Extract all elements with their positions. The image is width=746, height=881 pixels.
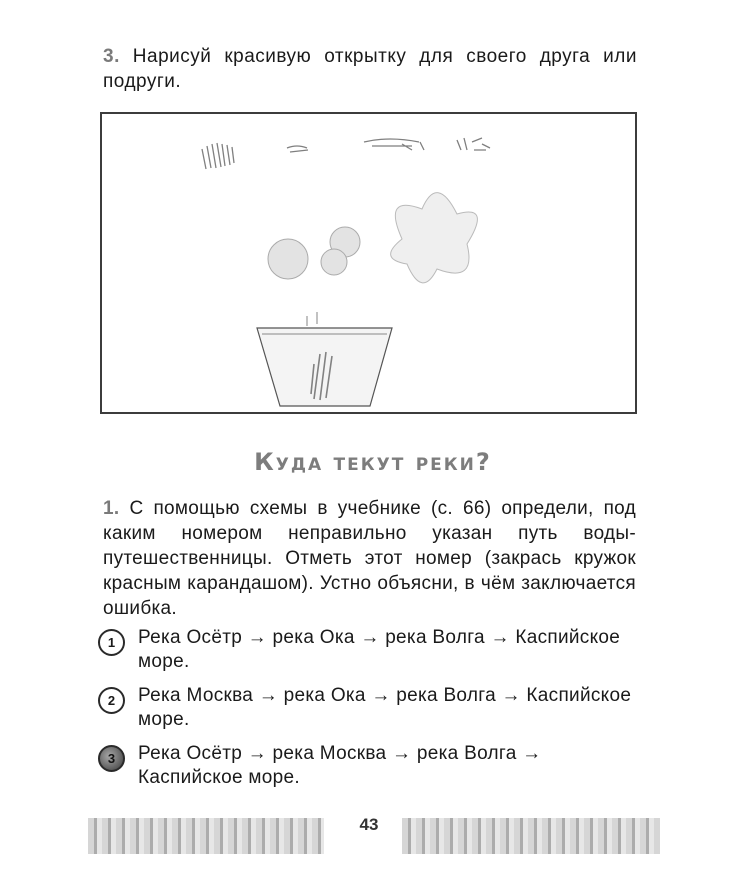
footer-decoration-left: [88, 818, 324, 854]
page-number: 43: [359, 815, 379, 834]
option-1-text: Река Осётр → река Ока → река Волга → Каспийское море.: [138, 627, 621, 672]
task-1: [103, 496, 636, 621]
option-3-circle-filled[interactable]: 3: [98, 745, 125, 772]
task-3-text: Нарисуй красивую открытку для своего друга или подруги.: [103, 46, 637, 92]
option-3-text: Река Осётр → река Москва → река Волга → Каспийское море.: [138, 743, 542, 788]
footer-decoration-right: [402, 818, 660, 854]
drawing-area[interactable]: [100, 112, 637, 414]
task-1-number: 1.: [103, 498, 120, 519]
option-2-text: Река Москва → река Ока → река Волга → Каспийское море.: [138, 685, 632, 730]
option-2-circle[interactable]: 2: [98, 687, 125, 714]
option-1-circle[interactable]: 1: [98, 629, 125, 656]
task-3-number: 3.: [103, 46, 120, 67]
child-drawing: [102, 114, 635, 412]
section-title: Куда текут реки?: [254, 448, 492, 476]
task-3: [103, 44, 637, 94]
task-1-text: С помощью схемы в учебнике (с. 66) определи, под каким номером неправильно указан путь воды-путешественницы. Отметь этот номер (закрась кружок красным карандашом). Устно объясни, в чём заключается ошибка.: [103, 498, 636, 619]
